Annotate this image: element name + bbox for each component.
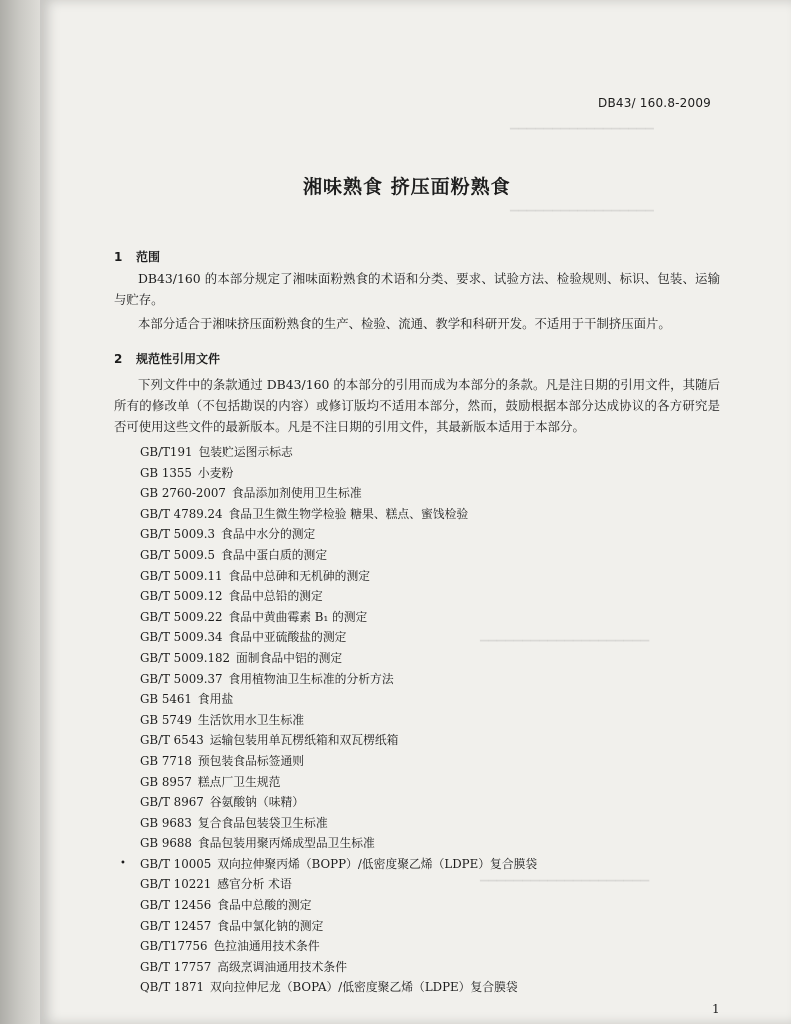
reference-item <box>140 751 700 772</box>
reference-code: GB 9683 <box>140 815 192 830</box>
reference-code: GB/T 8967 <box>140 795 204 810</box>
reference-title: 食品中氯化钠的测定 <box>217 918 324 933</box>
reference-title: 运输包装用单瓦楞纸箱和双瓦楞纸箱 <box>209 733 399 748</box>
reference-item <box>140 627 700 648</box>
reference-title: 食品中黄曲霉素 B₁ 的测定 <box>228 609 368 624</box>
reference-item <box>140 669 700 690</box>
bleed-through-text: ▔▔▔▔▔▔▔▔▔▔▔▔▔▔▔▔▔▔▔▔ <box>480 880 650 893</box>
reference-item <box>140 710 700 731</box>
section-number: 1 <box>114 250 123 264</box>
reference-code: GB/T 5009.34 <box>140 630 223 645</box>
reference-code: GB/T 12457 <box>140 918 212 933</box>
reference-code: GB 5749 <box>140 712 192 727</box>
reference-code: GB 8957 <box>140 774 192 789</box>
reference-code: GB/T191 <box>140 445 193 459</box>
reference-code: GB/T 5009.22 <box>140 609 223 624</box>
bleed-through-text: ▔▔▔▔▔▔▔▔▔▔▔▔▔▔▔▔▔▔▔▔ <box>480 640 650 653</box>
reference-code: GB 7718 <box>140 753 192 768</box>
reference-item <box>140 566 700 587</box>
reference-title: 色拉油通用技术条件 <box>213 939 320 954</box>
reference-title: 面制食品中铝的测定 <box>235 650 343 665</box>
reference-title: 谷氨酸钠（味精） <box>209 795 305 810</box>
reference-title: 食品卫生微生物学检验 糖果、糕点、蜜饯检验 <box>228 506 469 521</box>
section-1-paragraph: DB43/160 的本部分规定了湘味面粉熟食的术语和分类、要求、试验方法、检验规则、标识、包装、运输与贮存。 <box>114 271 720 307</box>
reference-title: 糕点厂卫生规范 <box>197 774 281 789</box>
reference-code: GB 9688 <box>140 836 192 851</box>
reference-code: GB/T 6543 <box>140 733 204 748</box>
reference-title: 食品中总砷和无机砷的测定 <box>228 568 371 583</box>
reference-item <box>140 854 700 875</box>
reference-item <box>140 833 700 854</box>
reference-title: 生活饮用水卫生标准 <box>197 712 305 727</box>
section-2-heading <box>114 350 220 367</box>
reference-code: QB/T 1871 <box>140 980 204 995</box>
reference-code: GB 1355 <box>140 465 192 480</box>
reference-item <box>140 977 700 998</box>
reference-item <box>140 689 700 710</box>
section-1-paragraph: 本部分适合于湘味挤压面粉熟食的生产、检验、流通、教学和科研开发。不适用于干制挤压面片。 <box>138 316 671 331</box>
reference-item <box>140 916 700 937</box>
reference-item <box>140 504 700 525</box>
document-title: 湘味熟食 挤压面粉熟食 <box>303 176 511 198</box>
reference-item <box>140 936 700 957</box>
reference-title: 双向拉伸聚丙烯（BOPP）/低密度聚乙烯（LDPE）复合膜袋 <box>217 856 538 871</box>
reference-item <box>140 442 700 463</box>
reference-title: 双向拉伸尼龙（BOPA）/低密度聚乙烯（LDPE）复合膜袋 <box>209 980 518 995</box>
reference-title: 食品中亚硫酸盐的测定 <box>228 630 347 645</box>
reference-code: GB 2760-2007 <box>140 486 226 501</box>
bleed-through-text: ▔▔▔▔▔▔▔▔▔▔▔▔▔▔▔▔▔ <box>510 128 654 141</box>
reference-item <box>140 545 700 566</box>
reference-item <box>140 792 700 813</box>
reference-title: 小麦粉 <box>197 465 234 480</box>
document-code: DB43/ 160.8-2009 <box>598 96 712 110</box>
reference-code: GB/T 10221 <box>140 877 212 892</box>
reference-title: 高级烹调油通用技术条件 <box>217 959 347 974</box>
reference-code: GB/T17756 <box>140 939 208 954</box>
reference-item <box>140 957 700 978</box>
reference-title: 食品添加剂使用卫生标准 <box>231 486 362 501</box>
reference-code: GB/T 5009.12 <box>140 589 223 604</box>
reference-title: 食品中蛋白质的测定 <box>220 547 328 562</box>
reference-item <box>140 874 700 895</box>
reference-title: 食用植物油卫生标准的分析方法 <box>228 671 394 686</box>
reference-title: 复合食品包装袋卫生标准 <box>197 815 328 830</box>
reference-item <box>140 607 700 628</box>
bleed-through-text: ▔▔▔▔▔▔▔▔▔▔▔▔▔▔▔▔▔ <box>510 210 654 223</box>
reference-item <box>140 483 700 504</box>
reference-item <box>140 730 700 751</box>
reference-item <box>140 813 700 834</box>
reference-item <box>140 463 700 484</box>
reference-title: 食品中总酸的测定 <box>217 898 312 913</box>
reference-item <box>140 524 700 545</box>
reference-item <box>140 586 700 607</box>
reference-code: GB/T 5009.37 <box>140 671 223 686</box>
page-number: 1 <box>712 1002 720 1016</box>
reference-code: GB/T 12456 <box>140 898 212 913</box>
section-title: 规范性引用文件 <box>136 352 221 366</box>
reference-item <box>140 772 700 793</box>
reference-code: GB/T 17757 <box>140 959 212 974</box>
reference-code: GB/T 10005 <box>140 856 212 871</box>
section-1-heading <box>114 248 160 265</box>
reference-title: 食用盐 <box>197 692 234 707</box>
reference-title: 食品中总铅的测定 <box>228 589 323 604</box>
section-2-intro: 下列文件中的条款通过 DB43/160 的本部分的引用而成为本部分的条款。凡是注日期的引用文件，其随后所有的修改单（不包括勘误的内容）或修订版均不适用本部分，然而，鼓励根据本部分达成协议的各方研究是否可使用这些文件的最新版本。凡是不注日期的引用文件，其最新版本适用于本部分。 <box>114 377 720 434</box>
section-title: 范围 <box>136 250 161 264</box>
stray-mark: • <box>120 858 126 869</box>
reference-title: 食品中水分的测定 <box>220 527 316 542</box>
reference-code: GB 5461 <box>140 692 192 707</box>
reference-item <box>140 895 700 916</box>
reference-title: 感官分析 术语 <box>217 877 292 892</box>
reference-code: GB/T 5009.3 <box>140 527 215 542</box>
reference-item <box>140 648 700 669</box>
reference-title: 包装贮运图示标志 <box>198 445 293 459</box>
reference-code: GB/T 5009.5 <box>140 547 215 562</box>
reference-code: GB/T 5009.11 <box>140 568 223 583</box>
reference-title: 预包装食品标签通则 <box>197 753 305 768</box>
section-number: 2 <box>114 352 123 366</box>
normative-references-list <box>140 442 700 998</box>
reference-code: GB/T 4789.24 <box>140 506 223 521</box>
reference-code: GB/T 5009.182 <box>140 650 230 665</box>
reference-title: 食品包装用聚丙烯成型品卫生标准 <box>197 836 375 851</box>
